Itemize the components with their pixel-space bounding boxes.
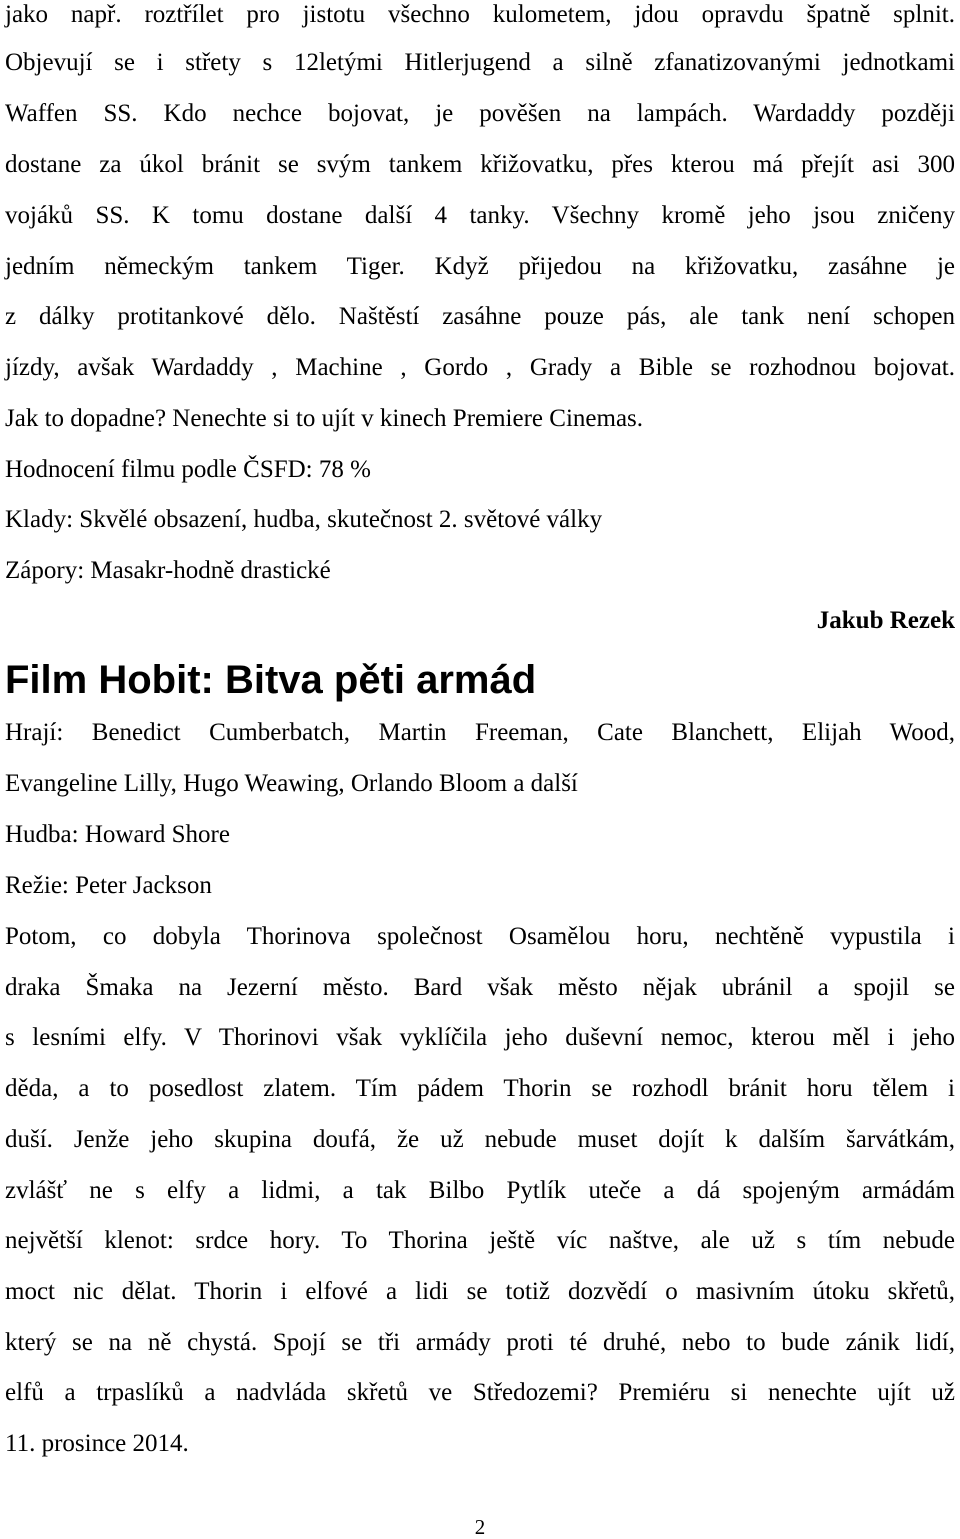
review-1-cons: Zápory: Masakr-hodně drastické	[5, 557, 331, 584]
review-1-line: jako např. roztřílet pro jistotu všechno kulometem, jdou opravdu špatně splnit.	[5, 1, 955, 28]
review-2-line: 11. prosince 2014.	[5, 1430, 189, 1457]
review-1-line: vojáků SS. K tomu dostane další 4 tanky. Všechny kromě jeho jsou zničeny	[5, 202, 955, 229]
review-2-director: Režie: Peter Jackson	[5, 872, 212, 899]
review-2-line: největší klenot: srdce hory. To Thorina ještě víc naštve, ale už s tím nebude	[5, 1227, 955, 1254]
review-1-pros: Klady: Skvělé obsazení, hudba, skutečnost 2. světové války	[5, 506, 603, 533]
review-2-cast-line: Evangeline Lilly, Hugo Weawing, Orlando Bloom a další	[5, 770, 578, 797]
review-1-author: Jakub Rezek	[816, 607, 955, 634]
review-1-line: Waffen SS. Kdo nechce bojovat, je pověšen na lampách. Wardaddy později	[5, 100, 955, 127]
review-2-cast-line: Hrají: Benedict Cumberbatch, Martin Freeman, Cate Blanchett, Elijah Wood,	[5, 719, 955, 746]
review-1-line: Objevují se i střety s 12letými Hitlerjugend a silně zfanatizovanými jednotkami	[5, 49, 955, 76]
review-1-line: Jak to dopadne? Nenechte si to ujít v kinech Premiere Cinemas.	[5, 405, 644, 432]
review-2-line: moct nic dělat. Thorin i elfové a lidi se totiž dozvědí o masivním útoku skřetů,	[5, 1278, 955, 1305]
review-2-title: Film Hobit: Bitva pěti armád	[5, 658, 537, 702]
review-1-line: dostane za úkol bránit se svým tankem křižovatku, přes kterou má přejít asi 300	[5, 151, 955, 178]
page-number: 2	[474, 1515, 486, 1539]
review-2-line: Potom, co dobyla Thorinova společnost Osamělou horu, nechtěně vypustila i	[5, 923, 955, 950]
review-2-line: který se na ně chystá. Spojí se tři armády proti té druhé, nebo to bude zánik lidí,	[5, 1329, 955, 1356]
review-2-line: elfů a trpaslíků a nadvláda skřetů ve Středozemi? Premiéru si nenechte ujít už	[5, 1379, 955, 1406]
review-1-line: jedním německým tankem Tiger. Když přijedou na křižovatku, zasáhne je	[5, 253, 955, 280]
review-2-line: děda, a to posedlost zlatem. Tím pádem Thorin se rozhodl bránit horu tělem i	[5, 1075, 955, 1102]
review-1-line: z dálky protitankové dělo. Naštěstí zasáhne pouze pás, ale tank není schopen	[5, 303, 955, 330]
review-2-line: zvlášť ne s elfy a lidmi, a tak Bilbo Pytlík uteče a dá spojeným armádám	[5, 1177, 955, 1204]
review-2-line: duší. Jenže jeho skupina doufá, že už nebude muset dojít k dalším šarvátkám,	[5, 1126, 955, 1153]
review-2-music: Hudba: Howard Shore	[5, 821, 230, 848]
review-2-line: draka Šmaka na Jezerní město. Bard však město nějak ubránil a spojil se	[5, 974, 955, 1001]
review-1-line: jízdy, avšak Wardaddy , Machine , Gordo , Grady a Bible se rozhodnou bojovat.	[5, 354, 955, 381]
review-2-line: s lesními elfy. V Thorinovi však vyklíčila jeho duševní nemoc, kterou měl i jeho	[5, 1024, 955, 1051]
review-1-rating: Hodnocení filmu podle ČSFD: 78 %	[5, 456, 371, 483]
